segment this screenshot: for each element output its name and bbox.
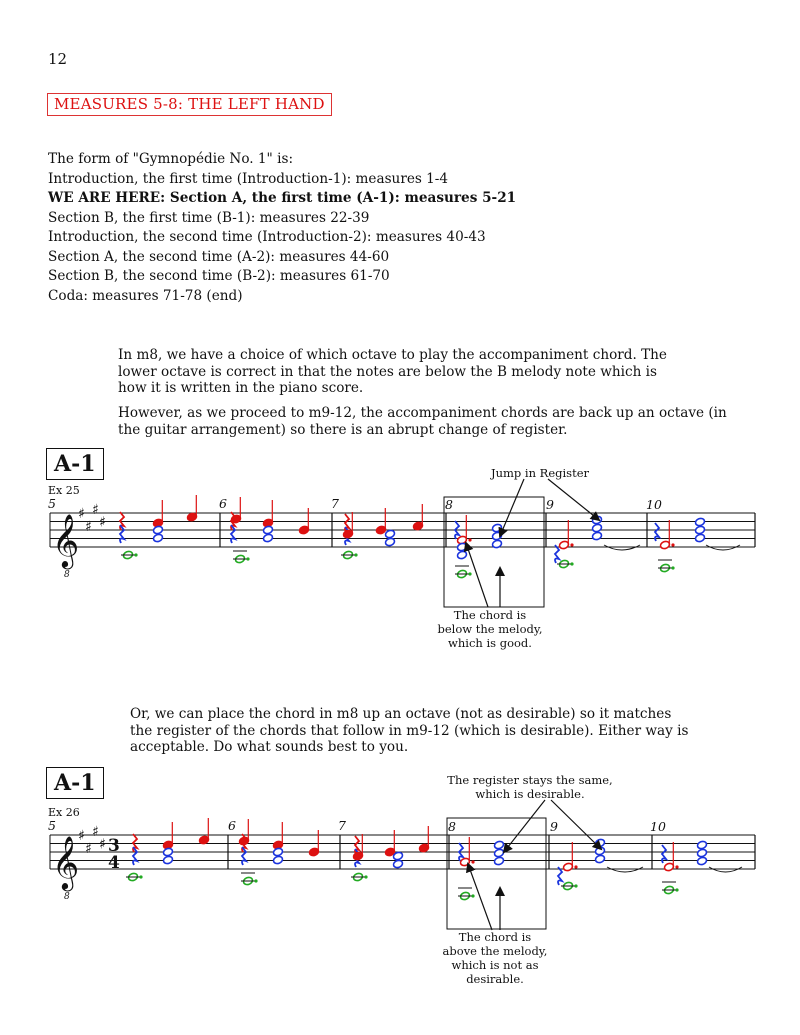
time-signature-top: 3 <box>108 836 120 856</box>
chord-note <box>595 854 606 864</box>
dot <box>254 879 257 882</box>
chord-note <box>263 533 274 543</box>
dot <box>134 553 137 556</box>
chord-note <box>695 533 706 543</box>
dot <box>471 894 474 897</box>
arrow-register-m8 <box>504 800 545 852</box>
dot <box>364 875 367 878</box>
key-sharp-icon: ♯ <box>78 828 85 844</box>
key-sharp-icon: ♯ <box>99 514 106 531</box>
callout-jump-in-register: Jump in Register <box>490 466 589 480</box>
treble-clef-icon: 𝄞 <box>52 835 80 889</box>
dot <box>671 543 674 546</box>
chord-note <box>595 838 606 848</box>
example-label-1: Ex 25 <box>48 484 80 497</box>
arrow-jump <box>500 479 524 536</box>
form-line-6: Section B, the second time (B-2): measures 61-70 <box>48 268 390 284</box>
key-sharp-icon: ♯ <box>85 840 92 857</box>
chord-note <box>695 517 706 527</box>
chord-note <box>494 840 505 850</box>
chord-note <box>385 529 396 539</box>
chord-note <box>697 856 708 866</box>
chord-note <box>273 847 284 857</box>
key-sharp-icon: ♯ <box>85 518 92 535</box>
octave-8-marker: 8 <box>64 570 70 580</box>
key-sharp-icon: ♯ <box>78 506 85 522</box>
dot <box>471 860 474 863</box>
dot <box>468 572 471 575</box>
dot <box>671 566 674 569</box>
page-number: 12 <box>48 50 68 68</box>
chord-note <box>695 525 706 535</box>
quarter-rest-icon <box>558 867 562 885</box>
dot <box>675 865 678 868</box>
paragraph-alternative: Or, we can place the chord in m8 up an octave (not as desirable) so it matches the register of the chords that follow in m9-12 (which is desirable). Either way is acceptable. Do what sounds best to you. <box>130 706 689 755</box>
chord-note <box>263 525 274 535</box>
measure-number: 8 <box>445 497 453 512</box>
callout-chord-below: The chord is below the melody, which is good. <box>437 608 543 650</box>
quarter-rest-icon <box>555 545 559 563</box>
chord-note <box>273 855 284 865</box>
form-line-7: Coda: measures 71-78 (end) <box>48 287 243 304</box>
section-tag-example-2: A-1 <box>46 767 104 799</box>
section-title: MEASURES 5-8: THE LEFT HAND <box>47 93 332 116</box>
dot <box>139 875 142 878</box>
chord-note <box>592 515 603 525</box>
paragraph-register-change: However, as we proceed to m9-12, the accompaniment chords are back up an octave (in the guitar arrangement) so there is an abrupt change of register. <box>118 405 727 438</box>
dot <box>570 543 573 546</box>
chord-note <box>494 848 505 858</box>
chord-note <box>163 847 174 857</box>
form-line-0: The form of "Gymnopédie No. 1" is: <box>48 151 294 167</box>
measure-number: 10 <box>646 497 662 512</box>
form-line-1: Introduction, the first time (Introduction-1): measures 1-4 <box>48 170 449 187</box>
measure-number: 5 <box>48 818 56 833</box>
chord-note <box>697 848 708 858</box>
measure-number: 9 <box>546 497 554 512</box>
measure-number: 7 <box>331 496 339 511</box>
section-tag-example-1: A-1 <box>46 448 104 480</box>
treble-clef-icon: 𝄞 <box>52 513 80 567</box>
callout-chord-above: The chord is above the melody, which is not as desirable. <box>442 930 548 986</box>
chord-note <box>592 523 603 533</box>
arrow-chord-above <box>468 864 492 930</box>
arrow-jump-to-m9 <box>548 479 599 520</box>
measure-number: 6 <box>228 818 236 833</box>
key-sharp-icon: ♯ <box>92 823 99 840</box>
dot <box>574 884 577 887</box>
chord-note <box>153 533 164 543</box>
form-line-3: Section B, the first time (B-1): measures 22-39 <box>48 209 370 226</box>
callout-register-stays: The register stays the same, which is desirable. <box>447 773 613 801</box>
measure-number: 9 <box>550 819 558 834</box>
dot <box>675 888 678 891</box>
chord-note <box>163 855 174 865</box>
dot <box>468 538 471 541</box>
key-sharp-icon: ♯ <box>99 836 106 853</box>
form-line-current: WE ARE HERE: Section A, the first time (A-1): measures 5-21 <box>48 190 517 206</box>
chord-note <box>494 856 505 866</box>
chord-note <box>457 550 468 560</box>
dot <box>570 562 573 565</box>
key-sharp-icon: ♯ <box>92 501 99 518</box>
chord-note <box>592 531 603 541</box>
dot <box>574 865 577 868</box>
chord-note <box>492 523 503 533</box>
measure-number: 6 <box>219 496 227 511</box>
dot <box>354 553 357 556</box>
measure-number: 5 <box>48 496 56 511</box>
form-line-4: Introduction, the second time (Introduction-2): measures 40-43 <box>48 229 486 245</box>
chord-note <box>697 840 708 850</box>
form-line-5: Section A, the second time (A-2): measures 44-60 <box>48 248 390 265</box>
example-label-2: Ex 26 <box>48 806 80 819</box>
chord-note <box>153 525 164 535</box>
octave-8-marker: 8 <box>64 892 70 902</box>
paragraph-octave-choice: In m8, we have a choice of which octave to play the accompaniment chord. The lower octave is correct in that the notes are below the B melody note which is how it is written in the piano score. <box>118 347 667 396</box>
dot <box>246 557 249 560</box>
measure-number: 10 <box>650 819 666 834</box>
measure-number: 7 <box>338 818 346 833</box>
measure-number: 8 <box>448 819 456 834</box>
time-signature-bottom: 4 <box>108 853 120 873</box>
arrow-register-m9 <box>551 800 601 849</box>
